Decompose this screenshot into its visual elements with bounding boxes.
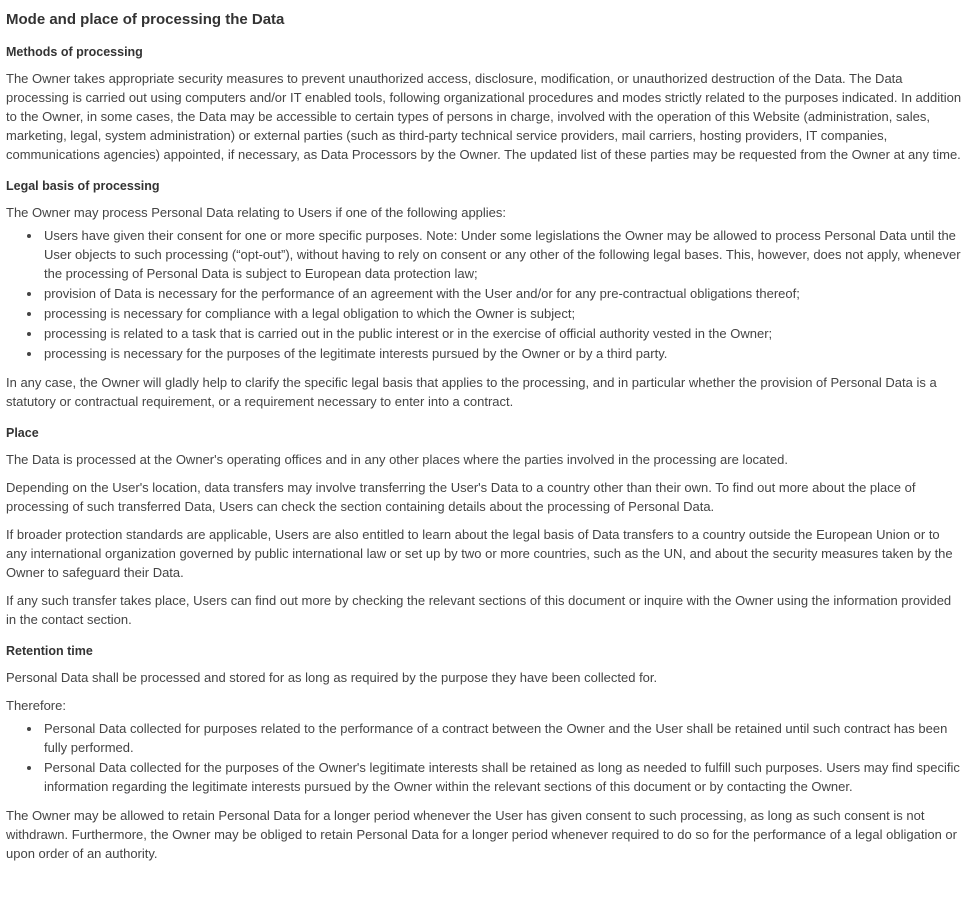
list-item: • Users have given their consent for one or more specific purposes. Note: Under some legislations the Owner may be allowed to process Personal Data until the User objects to such processing (“opt-out”), without having to rely on consent or any other of the following legal bases. This, however, does not apply, whenever the processing of Personal Data is subject to European data protection law; <box>42 226 963 283</box>
page-title: Mode and place of processing the Data <box>6 11 285 28</box>
section-paragraph: Therefore: <box>6 698 66 713</box>
section-heading: Methods of processing <box>6 45 143 59</box>
section-outro-paragraph: In any case, the Owner will gladly help to clarify the specific legal basis that applies to the processing, and in particular whether the provision of Personal Data is a statutory or contractual requirement, or a requirement necessary to enter into a contract. <box>6 375 937 409</box>
section-retention-time <box>6 643 963 863</box>
retention-time-list <box>6 719 963 796</box>
list-item: • processing is necessary for the purposes of the legitimate interests pursued by the Owner or by a third party. <box>42 344 963 363</box>
list-item: • provision of Data is necessary for the performance of an agreement with the User and/or for any pre-contractual obligations thereof; <box>42 284 963 303</box>
section-legal-basis-of-processing <box>6 178 963 411</box>
list-item: • processing is necessary for compliance with a legal obligation to which the Owner is subject; <box>42 304 963 323</box>
section-paragraph: Personal Data shall be processed and stored for as long as required by the purpose they have been collected for. <box>6 670 658 685</box>
section-intro-paragraph: The Owner may process Personal Data relating to Users if one of the following applies: <box>6 205 507 220</box>
section-paragraph: The Data is processed at the Owner's operating offices and in any other places where the parties involved in the processing are located. <box>6 452 788 467</box>
list-item: • Personal Data collected for the purposes of the Owner's legitimate interests shall be retained as long as needed to fulfill such purposes. Users may find specific information regarding the legitimate interests pursued by the Owner within the relevant sections of this document or by contacting the Owner. <box>42 758 963 796</box>
section-heading: Place <box>6 426 39 440</box>
list-item: • processing is related to a task that is carried out in the public interest or in the exercise of official authority vested in the Owner; <box>42 324 963 343</box>
legal-basis-list <box>6 226 963 363</box>
section-paragraph: The Owner takes appropriate security measures to prevent unauthorized access, disclosure, modification, or unauthorized destruction of the Data. The Data processing is carried out using computers and/or IT enabled tools, following organizational procedures and modes strictly related to the purposes indicated. In addition to the Owner, in some cases, the Data may be accessible to certain types of persons in charge, involved with the operation of this Website (administration, sales, marketing, legal, system administration) or external parties (such as third-party technical service providers, mail carriers, hosting providers, IT companies, communications agencies) appointed, if necessary, as Data Processors by the Owner. The updated list of these parties may be requested from the Owner at any time. <box>6 71 962 162</box>
section-heading: Retention time <box>6 644 93 658</box>
section-paragraph: If any such transfer takes place, Users can find out more by checking the relevant sections of this document or inquire with the Owner using the information provided in the contact section. <box>6 593 952 627</box>
section-paragraph: Depending on the User's location, data transfers may involve transferring the User's Data to a country other than their own. To find out more about the place of processing of such transferred Data, Users can check the section containing details about the processing of Personal Data. <box>6 480 916 514</box>
section-methods-of-processing <box>6 44 963 164</box>
section-place <box>6 425 963 629</box>
section-outro-paragraph: The Owner may be allowed to retain Personal Data for a longer period whenever the User has given consent to such processing, as long as such consent is not withdrawn. Furthermore, the Owner may be obliged to retain Personal Data for a longer period whenever required to do so for the performance of a legal obligation or upon order of an authority. <box>6 808 957 861</box>
section-heading: Legal basis of processing <box>6 179 160 193</box>
section-paragraph: If broader protection standards are applicable, Users are also entitled to learn about the legal basis of Data transfers to a country outside the European Union or to any international organization governed by public international law or set up by two or more countries, such as the UN, and about the security measures taken by the Owner to safeguard their Data. <box>6 527 953 580</box>
list-item: • Personal Data collected for purposes related to the performance of a contract between the Owner and the User shall be retained until such contract has been fully performed. <box>42 719 963 757</box>
